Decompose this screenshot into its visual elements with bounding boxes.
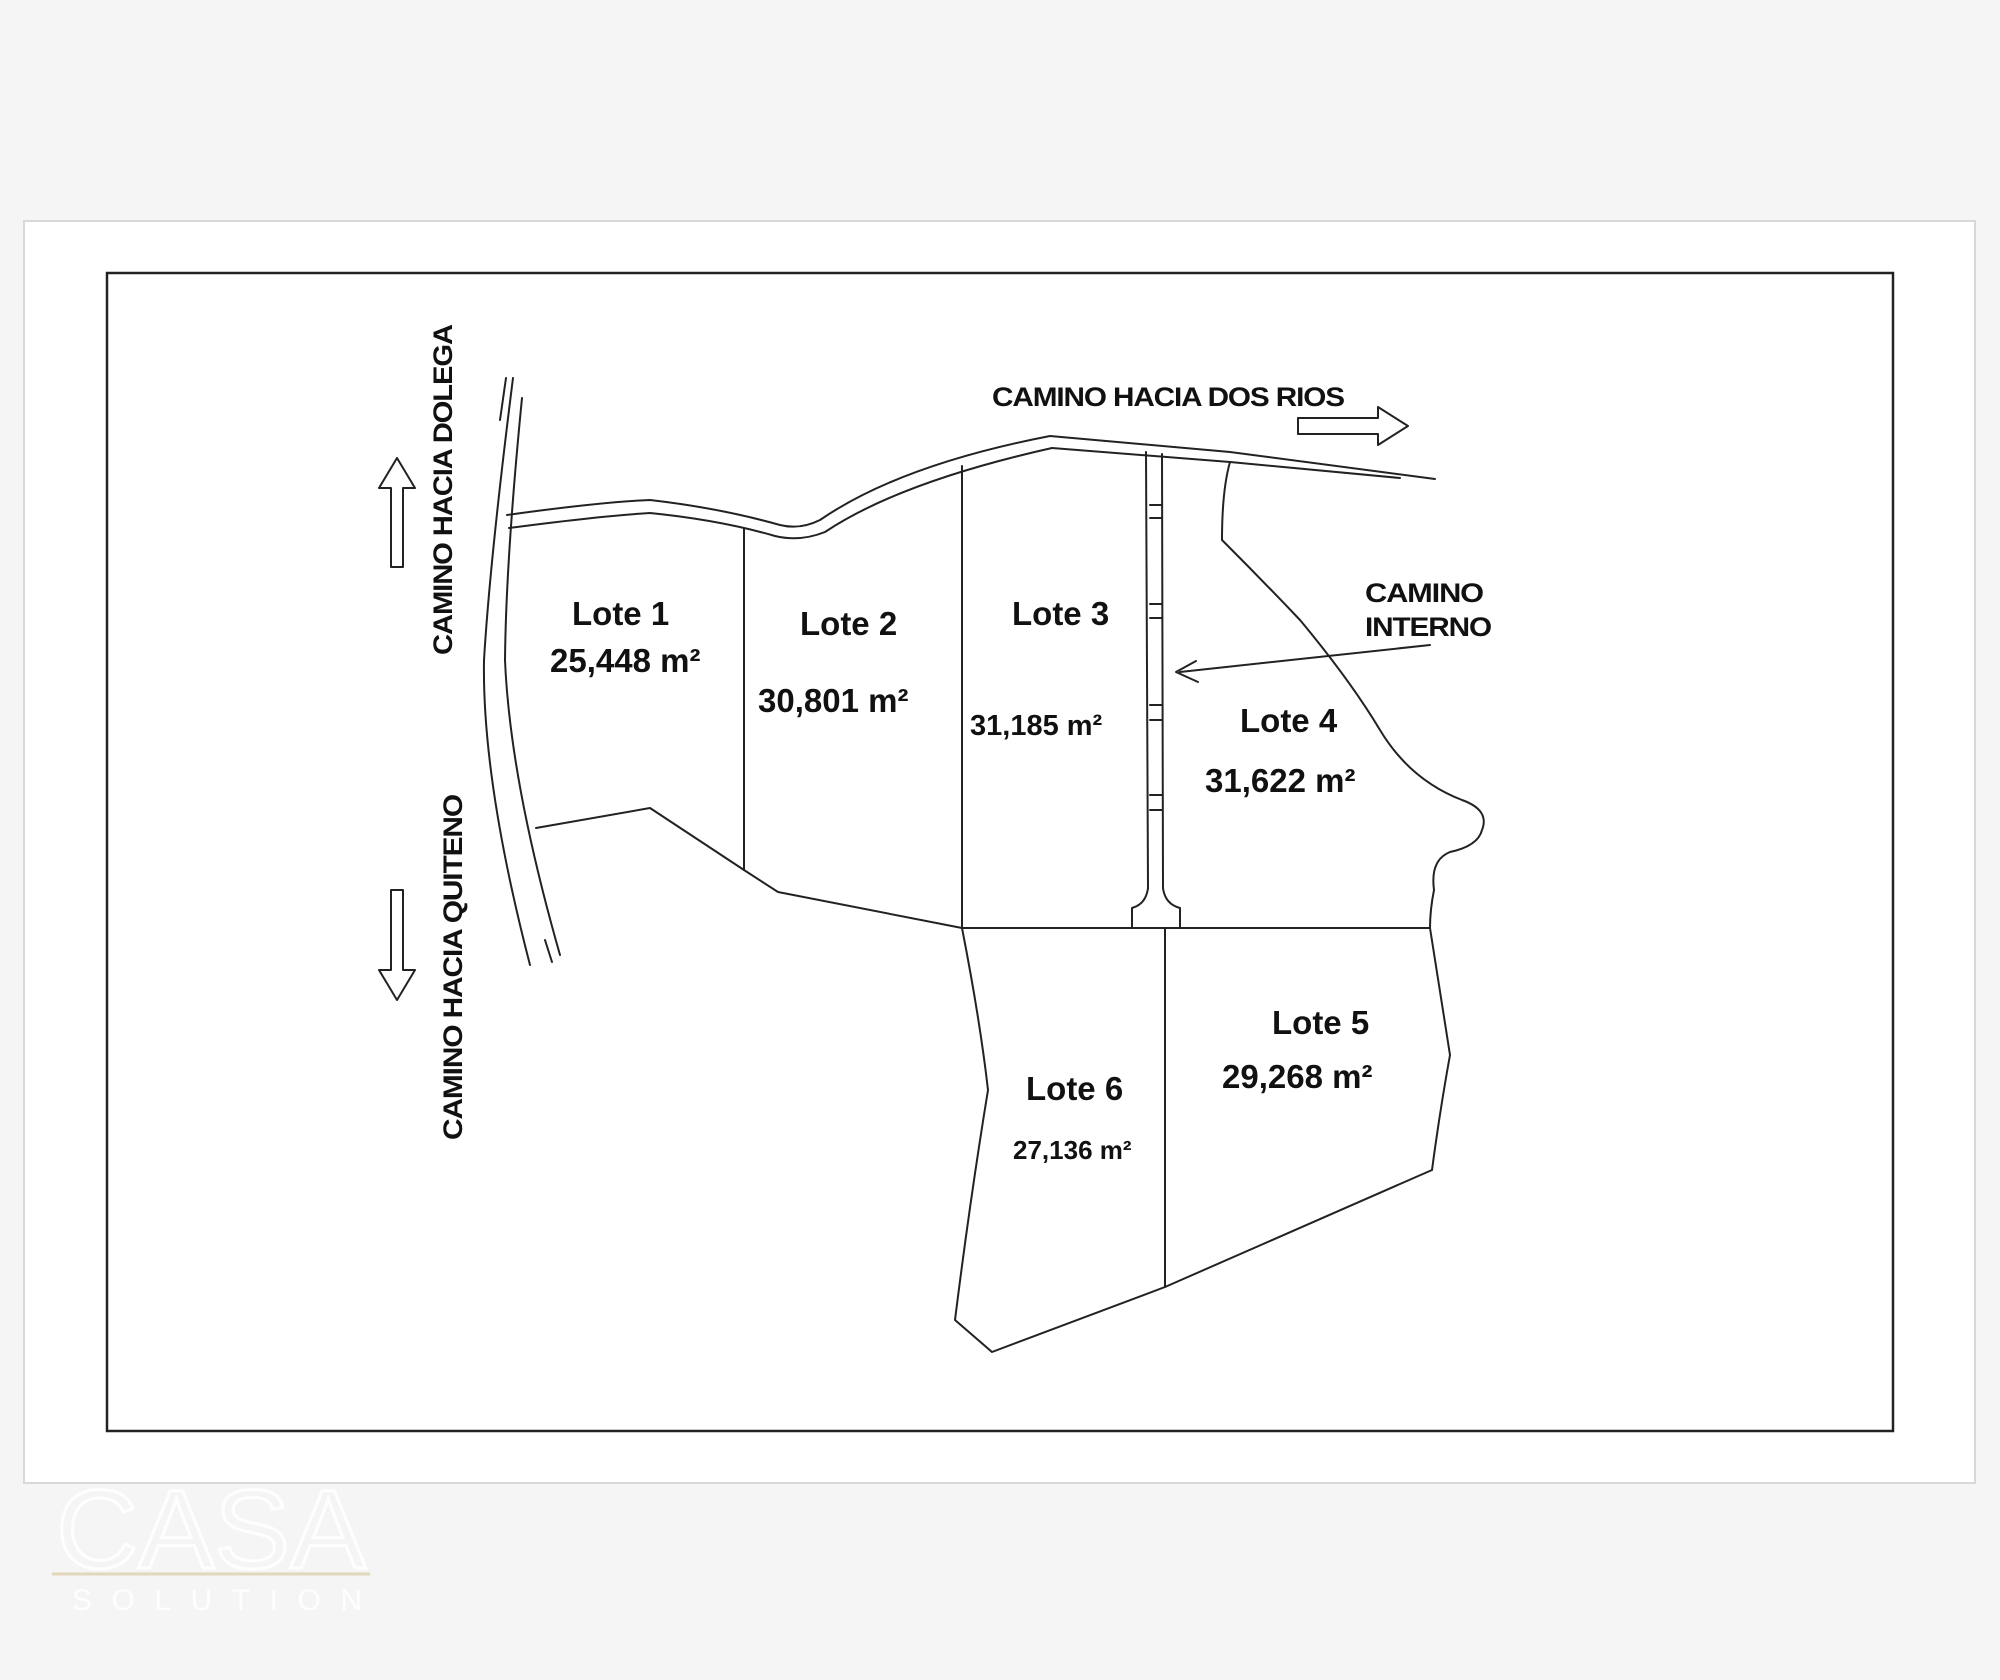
- watermark-logo: [52, 1467, 370, 1617]
- lot-4-area: 31,622 m²: [1205, 762, 1356, 799]
- watermark-tagline: SOLUTION: [72, 1584, 362, 1617]
- road-label-dos-rios: CAMINO HACIA DOS RIOS: [992, 382, 1344, 412]
- lot-3-name: Lote 3: [1012, 595, 1110, 632]
- watermark-brand: CASA: [56, 1467, 367, 1592]
- road-label-interno-1: CAMINO: [1365, 578, 1483, 608]
- lot-2-name: Lote 2: [800, 605, 898, 642]
- lot-1-area: 25,448 m²: [550, 642, 701, 679]
- lot-5-name: Lote 5: [1272, 1004, 1370, 1041]
- lot-3-area: 31,185 m²: [970, 710, 1103, 742]
- road-label-dolega: CAMINO HACIA DOLEGA: [428, 349, 458, 655]
- lot-2-area: 30,801 m²: [758, 682, 909, 719]
- lot-5-area: 29,268 m²: [1222, 1058, 1373, 1095]
- road-label-interno-2: INTERNO: [1365, 612, 1491, 642]
- road-label-quiteno: CAMINO HACIA QUITENO: [438, 828, 468, 1140]
- lot-4-name: Lote 4: [1240, 702, 1338, 739]
- lot-6-area: 27,136 m²: [1013, 1135, 1132, 1165]
- lot-6-name: Lote 6: [1026, 1070, 1124, 1107]
- lot-1-name: Lote 1: [572, 595, 670, 632]
